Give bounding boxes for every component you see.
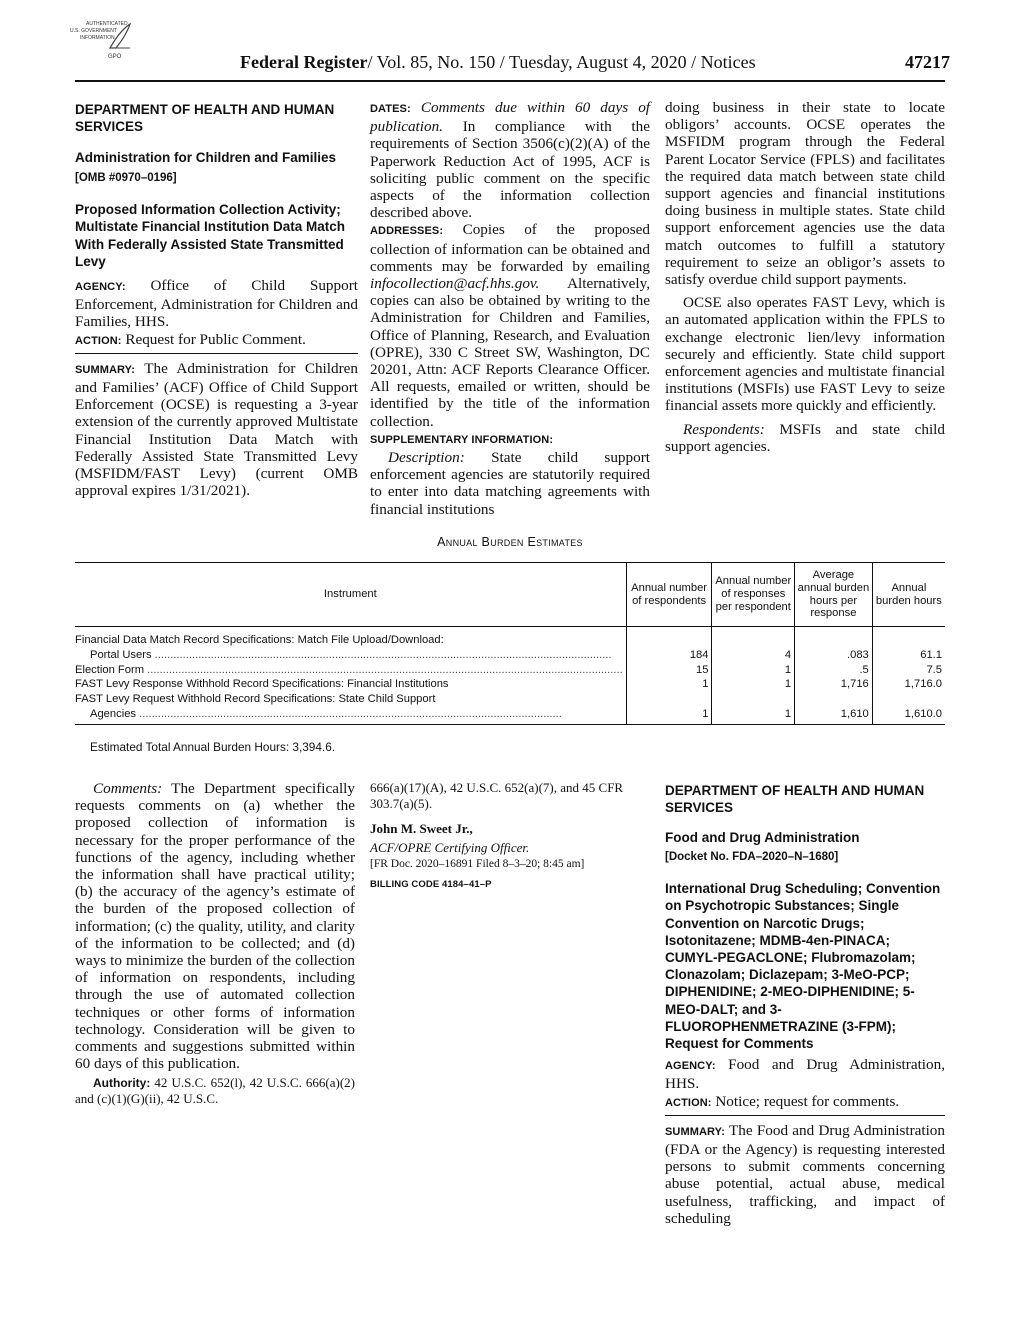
agency-label: AGENCY:: [75, 281, 126, 294]
fda-agency-label: AGENCY:: [665, 1060, 716, 1073]
description-text: State child support enforcement agencies are statutorily required to enter into data matching agreements with financial institutions: [370, 449, 650, 518]
fda-agency-text: Food and Drug Administration, HHS.: [665, 1056, 946, 1093]
table-row: [75, 677, 945, 692]
fda-agency-paragraph: [665, 1056, 945, 1092]
addresses-paragraph: [370, 221, 650, 429]
instrument-cell: [75, 692, 626, 724]
instrument-cell: [75, 663, 626, 678]
summary-text: The Administration for Children and Families’ (ACF) Office of Child Support Enforcement (OCSE) is requesting a 3-year extension of the currently approved Multistate Financial Institution Data Match with Federally Assisted State Transmitted Levy (MSFIDM/FAST Levy) (current OMB approval expires 1/31/2021).: [75, 359, 358, 500]
agency-paragraph: [75, 277, 358, 331]
avg-hours-cell: 1,610: [795, 692, 873, 724]
instrument-line-2: [75, 707, 623, 722]
column-2: [370, 99, 650, 518]
authority-continued: 666(a)(17)(A), 42 U.S.C. 652(a)(7), and 45 CFR 303.7(a)(5).: [370, 780, 624, 811]
fr-doc-line: [FR Doc. 2020–16891 Filed 8–3–20; 8:45 am]: [370, 858, 585, 870]
agency-text: Office of Child Support Enforcement, Administration for Children and Families, HHS.: [75, 277, 358, 331]
responses-cell: 1: [712, 677, 795, 692]
authority-paragraph: [75, 1075, 355, 1107]
table-row: [75, 663, 945, 678]
logo-line-3: INFORMATION: [80, 35, 115, 41]
leader-dots: ........................................................................................................................................: [136, 707, 562, 720]
action-label: ACTION:: [75, 334, 122, 347]
summary-label: SUMMARY:: [75, 363, 136, 376]
fda-summary-text: The Food and Drug Administration (FDA or the Agency) is requesting interested persons to submit comments concerning abuse potential, actual abuse, medical usefulness, trafficking, and impact of scheduling: [665, 1121, 945, 1227]
addresses-text-1: Copies of the proposed collection of information can be obtained and comments may be forwarded by emailing: [370, 221, 650, 275]
leader-dots: ...................................................................................................................................................: [151, 648, 612, 661]
instrument-line-2: [75, 648, 623, 663]
dept-heading: DEPARTMENT OF HEALTH AND HUMAN SERVICES: [75, 102, 335, 134]
total-hours-cell: 7.5: [872, 663, 945, 678]
responses-cell: 4: [712, 627, 795, 663]
total-hours-cell: 61.1: [872, 627, 945, 663]
instrument-line-1: Financial Data Match Record Specifications: Match File Upload/Download:: [75, 634, 444, 646]
respondents-cell: 184: [626, 627, 712, 663]
avg-hours-cell: 1,716: [795, 677, 873, 692]
respondents-cell: 15: [626, 663, 712, 678]
lower-column-2: [370, 780, 650, 893]
fda-action-text: Notice; request for comments.: [715, 1092, 900, 1110]
fda-summary-label: SUMMARY:: [665, 1125, 726, 1138]
comments-text: The Department specifically requests comments on (a) whether the proposed collection of information is necessary for the proper performance of the functions of the agency, including whether the information shall have practical utility; (b) the accuracy of the agency’s estimate of the burden of the proposed collection of information; (c) the quality, utility, and clarity of the information to be collected; and (d) ways to minimize the burden of the collection of information on respondents, including through the use of automated collection techniques or other forms of information technology. Consideration will be given to comments and suggestions submitted within 60 days of this publication.: [75, 780, 355, 1073]
instrument-name: Election Form: [75, 663, 145, 676]
total-hours-cell: 1,716.0: [872, 677, 945, 692]
email-link[interactable]: infocollection@acf.hhs.gov.: [370, 275, 540, 293]
page-number: 47217: [905, 52, 950, 72]
fda-dept-heading: DEPARTMENT OF HEALTH AND HUMAN SERVICES: [665, 783, 925, 815]
responses-cell: 1: [712, 692, 795, 724]
column-3-paragraph-2: OCSE also operates FAST Levy, which is an automated application within the FPLS to exchange electronic lien/levy information securely and efficiently. State child support enforcement agencies and multistate financial institutions (MSFIs) use FAST Levy to seize financial assets more quickly and efficiently.: [665, 294, 945, 415]
description-italic: Description:: [388, 449, 465, 467]
docket-number: [Docket No. FDA–2020–N–1680]: [665, 851, 839, 863]
respondents-paragraph: [665, 421, 945, 455]
action-text: Request for Public Comment.: [125, 330, 306, 348]
publication-name: Federal Register: [240, 52, 368, 72]
comments-italic: Comments:: [93, 780, 163, 797]
supplementary-label: SUPPLEMENTARY INFORMATION:: [370, 433, 554, 446]
fda-notice-title: International Drug Scheduling; Convention on Psychotropic Substances; Single Convention on Narcotic Drugs; Isotonitazene; MDMB-4en-PINACA; CUMYL-PEGACLONE; Flubromazolam; Clonazolam; Diclazepam; 3-MeO-PCP; DIPHENIDINE; 2-MEO-DIPHENIDINE; 5-MEO-DALT; and 3-FLUOROPHENMETRAZINE (3-FPM); Request for Comments: [665, 881, 941, 1052]
column-3: [665, 99, 945, 455]
logo-line-1: AUTHENTICATED: [86, 21, 128, 27]
logo-line-2: U.S. GOVERNMENT: [70, 28, 117, 34]
supplementary-label-line: [370, 430, 650, 449]
burden-table: [75, 562, 945, 725]
running-header: [240, 52, 970, 73]
description-paragraph: [370, 449, 650, 518]
dates-italic: Comments due within 60 days of publication.: [370, 99, 651, 136]
authority-label: Authority:: [93, 1076, 151, 1091]
dates-label: DATES:: [370, 103, 411, 115]
col-header-instrument: Instrument: [75, 563, 626, 627]
instrument-name: Portal Users: [90, 648, 152, 661]
col-header-respondents: Annual number of respondents: [626, 563, 712, 627]
fda-section-divider: [665, 1115, 945, 1116]
respondents-cell: 1: [626, 692, 712, 724]
column-1: [75, 101, 358, 499]
col-header-total-hours: Annual burden hours: [872, 563, 945, 627]
action-paragraph: [75, 331, 358, 350]
gpo-authenticated-logo: [70, 18, 142, 60]
issue-details: / Vol. 85, No. 150 / Tuesday, August 4, 2020 / Notices: [367, 52, 756, 72]
fda-summary-paragraph: [665, 1122, 945, 1227]
col-header-responses: Annual number of responses per respondent: [712, 563, 795, 627]
table-header-row: [75, 563, 945, 627]
fda-agency-heading: Food and Drug Administration: [665, 830, 860, 845]
table-row: [75, 627, 945, 663]
responses-cell: 1: [712, 663, 795, 678]
omb-number: [OMB #0970–0196]: [75, 172, 177, 184]
billing-code: BILLING CODE 4184–41–P: [370, 879, 492, 890]
addresses-label: ADDRESSES:: [370, 225, 444, 238]
instrument-cell: [75, 677, 626, 692]
agency-heading: Administration for Children and Families: [75, 150, 337, 165]
table-footer: Estimated Total Annual Burden Hours: 3,394.6.: [90, 740, 336, 754]
authority-text: 42 U.S.C. 652(l), 42 U.S.C. 666(a)(2) and (c)(1)(G)(ii), 42 U.S.C.: [75, 1075, 356, 1107]
notice-title: Proposed Information Collection Activity; Multistate Financial Institution Data Match With Federally Assisted State Transmitted Levy: [75, 202, 346, 269]
lower-column-1: [75, 780, 355, 1107]
avg-hours-cell: .5: [795, 663, 873, 678]
dates-text: In compliance with the requirements of Section 3506(c)(2)(A) of the Paperwork Reduction Act of 1995, ACF is soliciting public comment on the specific aspects of the information collection described above.: [370, 118, 650, 222]
header-rule: [75, 80, 945, 82]
signer-title: ACF/OPRE Certifying Officer.: [370, 840, 530, 855]
instrument-line: [75, 663, 623, 678]
fda-action-paragraph: [665, 1093, 945, 1112]
summary-paragraph: [75, 360, 358, 500]
signer-name: John M. Sweet Jr.,: [370, 821, 473, 836]
fda-action-label: ACTION:: [665, 1096, 712, 1109]
instrument-cell: [75, 627, 626, 663]
total-hours-cell: 1,610.0: [872, 692, 945, 724]
col-header-avg-hours: Average annual burden hours per response: [795, 563, 873, 627]
respondents-italic: Respondents:: [683, 420, 765, 438]
respondents-cell: 1: [626, 677, 712, 692]
section-divider: [75, 353, 358, 354]
comments-paragraph: [75, 780, 355, 1072]
instrument-name: FAST Levy Response Withhold Record Specifications: Financial Institutions: [75, 678, 449, 691]
addresses-text-2: Alternatively, copies can also be obtained by writing to the Administration for Children and Families, Office of Planning, Research, and Evaluation (OPRE), 330 C Street SW, Washington, DC 20201, Attn: ACF Reports Clearance Officer. All requests, emailed or written, should be identified by the title of the information collection.: [370, 275, 650, 430]
column-3-paragraph-1: doing business in their state to locate obligors’ accounts. OCSE operates the MSFIDM program through the Federal Parent Locator Service (FPLS) and facilitates the required data match between state child support agencies and financial institutions doing business in multiple states. State child support enforcement agencies use the data match outcomes to fulfill a statutory requirement to seize an obligor’s assets to satisfy overdue child support payments.: [665, 99, 945, 289]
logo-line-4: GPO: [108, 54, 122, 60]
dates-paragraph: [370, 99, 650, 221]
avg-hours-cell: .083: [795, 627, 873, 663]
table-title: Annual Burden Estimates: [437, 535, 583, 549]
table-row: [75, 692, 945, 724]
leader-dots: .........................................................................................................................................................: [144, 663, 623, 676]
lower-column-3: [665, 782, 945, 1227]
instrument-name: Agencies: [90, 707, 137, 720]
instrument-line-1: FAST Levy Request Withhold Record Specifications: State Child Support: [75, 693, 436, 706]
respondents-text: MSFIs and state child support agencies.: [665, 420, 945, 455]
